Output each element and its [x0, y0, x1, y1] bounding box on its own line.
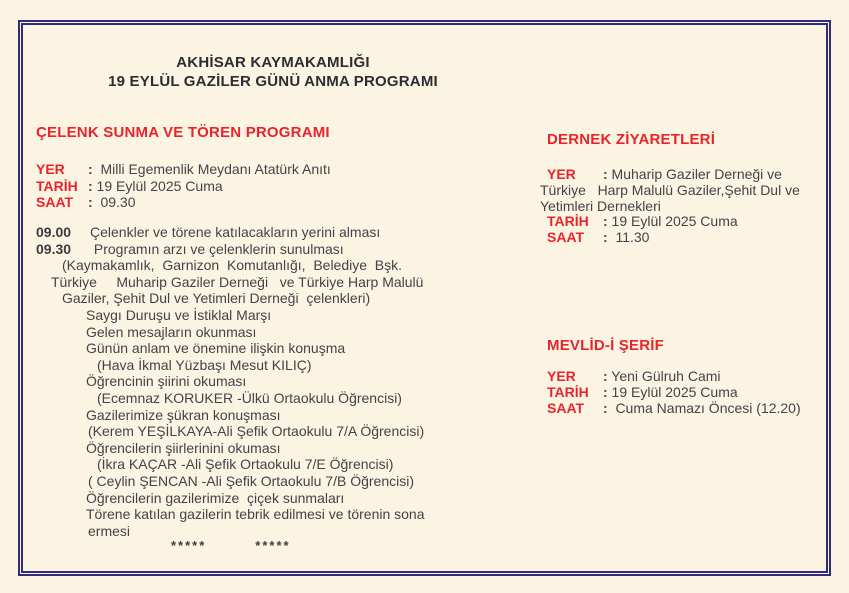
dernek-section-heading: DERNEK ZİYARETLERİ — [547, 131, 716, 148]
colon: : — [603, 384, 608, 401]
saat-value: Cuma Namazı Öncesi (12.20) — [607, 400, 801, 417]
tarih-label: TARİH — [547, 213, 589, 230]
program-line: (Hava İkmal Yüzbaşı Mesut KILIÇ) — [97, 356, 312, 373]
ceremony-details — [36, 161, 516, 211]
yer-label: YER — [547, 166, 576, 182]
title-line-2: 19 EYLÜL GAZİLER GÜNÜ ANMA PROGRAMI — [108, 73, 438, 90]
tarih-label: TARİH — [36, 177, 78, 194]
program-line: Saygı Duruşu ve İstiklal Marşı — [86, 306, 272, 323]
schedule-text: Çelenkler ve törene katılacakların yerini alması — [90, 224, 381, 240]
colon: : — [603, 368, 608, 384]
separator-stars — [171, 538, 291, 553]
tarih-label: TARİH — [547, 384, 589, 401]
yer-value-continuation: Yetimleri Dernekleri — [540, 197, 661, 214]
dernek-yer-row — [540, 167, 832, 183]
colon: : — [603, 213, 608, 230]
yer-value-continuation: Türkiye Harp Malulü Gaziler,Şehit Dul ve — [540, 181, 800, 198]
dernek-tarih-row — [540, 214, 832, 230]
colon: : — [88, 177, 93, 194]
document-title — [36, 53, 510, 91]
stars-group: ***** — [171, 538, 207, 553]
yer-value: Muharip Gaziler Derneği ve — [607, 166, 782, 182]
tarih-value: 19 Eylül 2025 Cuma — [607, 213, 738, 230]
colon: : — [603, 166, 608, 182]
yer-label: YER — [547, 368, 576, 384]
colon: : — [88, 161, 93, 177]
ceremony-yer-row — [36, 161, 516, 178]
mevlid-yer-row — [540, 368, 840, 384]
saat-label: SAAT — [547, 229, 585, 246]
program-line: (Ecemnaz KORUKER -Ülkü Ortaokulu Öğrencisi) — [97, 389, 402, 406]
tarih-value: 19 Eylül 2025 Cuma — [92, 177, 223, 194]
program-line: Gaziler, Şehit Dul ve Yetimleri Derneği çelenkleri) — [62, 290, 371, 307]
program-line: Gazilerimize şükran konuşması — [86, 406, 281, 423]
mevlid-saat-row — [540, 400, 840, 416]
program-line: ermesi — [88, 522, 131, 539]
program-line: (Kerem YEŞİLKAYA-Ali Şefik Ortaokulu 7/A Öğrencisi) — [88, 423, 425, 440]
program-line: Türkiye Muharip Gaziler Derneği ve Türkiye Harp Malulü — [51, 273, 424, 290]
mevlid-tarih-row — [540, 384, 840, 400]
saat-label: SAAT — [36, 194, 74, 210]
title-line-1: AKHİSAR KAYMAKAMLIĞI — [176, 54, 370, 71]
colon: : — [603, 400, 608, 417]
saat-label: SAAT — [547, 400, 585, 417]
ceremony-saat-row — [36, 194, 516, 211]
program-line: Törene katılan gazilerin tebrik edilmesi ve törenin sona — [86, 506, 425, 523]
yer-value: Yeni Gülruh Cami — [607, 368, 721, 384]
yer-value: Milli Egemenlik Meydanı Atatürk Anıtı — [92, 161, 331, 177]
schedule-time: 09.00 — [36, 224, 72, 240]
mevlid-details — [540, 368, 840, 417]
stars-group: ***** — [255, 538, 291, 553]
program-line: (Kaymakamlık, Garnizon Komutanlığı, Belediye Bşk. — [62, 257, 403, 274]
program-line: Öğrencilerin şiirlerinini okuması — [86, 439, 281, 456]
dernek-details — [540, 167, 832, 246]
colon: : — [603, 229, 608, 246]
mevlid-section-heading: MEVLİD-İ ŞERİF — [547, 337, 664, 354]
saat-value: 11.30 — [607, 229, 650, 246]
colon: : — [88, 194, 93, 210]
program-line: (İkra KAÇAR -Ali Şefik Ortaokulu 7/E Öğrencisi) — [97, 456, 394, 473]
ceremony-schedule — [36, 224, 526, 539]
program-line: Öğrencinin şiirini okuması — [86, 373, 247, 390]
program-line: ( Ceylin ŞENCAN -Ali Şefik Ortaokulu 7/B Öğrencisi) — [88, 472, 414, 489]
tarih-value: 19 Eylül 2025 Cuma — [607, 384, 738, 401]
schedule-text: Programın arzı ve çelenklerin sunulması — [90, 240, 344, 257]
schedule-time: 09.30 — [36, 240, 72, 257]
saat-value: 09.30 — [92, 194, 136, 210]
program-line: Günün anlam ve önemine ilişkin konuşma — [86, 340, 346, 357]
ceremony-section-heading: ÇELENK SUNMA VE TÖREN PROGRAMI — [36, 124, 330, 141]
program-line: Öğrencilerin gazilerimize çiçek sunmaları — [86, 489, 345, 506]
ceremony-tarih-row — [36, 178, 516, 195]
dernek-saat-row — [540, 230, 832, 246]
yer-label: YER — [36, 161, 65, 177]
schedule-row — [36, 241, 526, 258]
program-line: Gelen mesajların okunması — [86, 323, 257, 340]
schedule-row — [36, 224, 526, 241]
